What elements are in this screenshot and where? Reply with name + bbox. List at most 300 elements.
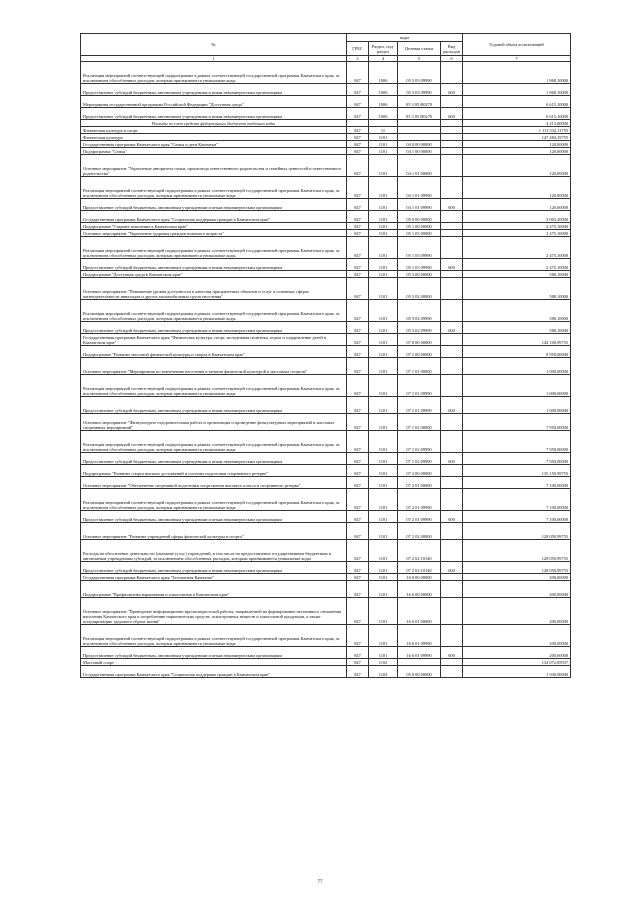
row-target: 05 3 05 R0270 — [398, 96, 441, 108]
row-target: 07 1 02 09990 — [398, 431, 441, 453]
row-name: Предоставление субсидий бюджетным, автономным учреждениям и иным некоммерческим организациям — [81, 84, 347, 96]
budget-table — [80, 33, 571, 678]
row-name: Основное мероприятие "Проведение информационно-пропагандистской работы, направленной на формирование негативного отношения населения Камчатского края к потреблению наркотических средств, психотропных веществ и алкогольной продукции, а также популяризацию здорового образа жизни" — [81, 598, 347, 625]
row-name: Предоставление субсидий бюджетным, автономным учреждениям и иным некоммерческим организациям — [81, 562, 347, 574]
row-section: 1101 — [369, 489, 398, 511]
row-grbs: 847 — [347, 237, 369, 259]
table-row — [81, 581, 571, 598]
header-num-5: 6 — [441, 56, 463, 62]
row-grbs: 847 — [347, 659, 369, 666]
row-section: 1101 — [369, 562, 398, 574]
row-section: 1101 — [369, 148, 398, 155]
table-row — [81, 574, 571, 581]
row-grbs: 847 — [347, 465, 369, 477]
row-target: 05 1 03 09990 — [398, 259, 441, 271]
table-body — [81, 62, 571, 678]
table-row — [81, 230, 571, 237]
row-section: 1101 — [369, 177, 398, 199]
row-name: Основное мероприятие "Мероприятия по вовлечению населения в занятия физической культурой и массовым спортом" — [81, 358, 347, 375]
row-type: 600 — [441, 562, 463, 574]
header-section: Раздел, под-раздел — [369, 42, 398, 56]
row-type — [441, 489, 463, 511]
row-amount: 128 050,99755 — [463, 523, 571, 540]
row-name: Основное мероприятие "Укрепление авторитета семьи, пропаганда ответственного родительства и семейных ценностей и ответственного родительства" — [81, 155, 347, 177]
row-target: 16 0 00 00000 — [398, 574, 441, 581]
row-target: 07 2 01 09990 — [398, 511, 441, 523]
row-type — [441, 177, 463, 199]
row-amount: 588,10000 — [463, 271, 571, 278]
row-target: 05 3 00 00000 — [398, 271, 441, 278]
row-amount: 120,00000 — [463, 199, 571, 211]
row-type: 600 — [441, 259, 463, 271]
row-section: 1101 — [369, 574, 398, 581]
row-grbs: 847 — [347, 334, 369, 346]
row-target — [398, 120, 441, 127]
row-amount: 1 000,00000 — [463, 397, 571, 414]
row-amount: 120,00000 — [463, 148, 571, 155]
row-section: 1101 — [369, 453, 398, 465]
table-row — [81, 414, 571, 431]
row-type — [441, 574, 463, 581]
row-target: 07 2 00 00000 — [398, 465, 441, 477]
table-row — [81, 358, 571, 375]
row-grbs: 847 — [347, 223, 369, 230]
row-grbs: 847 — [347, 453, 369, 465]
row-name: Мероприятия государственной программы Российской Федерации "Доступная среда" — [81, 96, 347, 108]
row-type — [441, 211, 463, 223]
row-section: 1101 — [369, 625, 398, 647]
row-name: Подпрограмма "Профилактика наркомании и алкоголизма в Камчатском крае" — [81, 581, 347, 598]
row-name: Реализация мероприятий соответствующей подпрограммы в рамках соответствующей государственной программы Камчатского края, за исключением обособленных расходов, которым присваиваются уникальные коды — [81, 625, 347, 647]
row-name: Реализация мероприятий соответствующей подпрограммы в рамках соответствующей государственной программы Камчатского края, за исключением обособленных расходов, которым присваиваются уникальные коды — [81, 375, 347, 397]
row-amount: 144 100,99755 — [463, 334, 571, 346]
row-grbs: 847 — [347, 127, 369, 134]
row-amount: 2 475,10000 — [463, 223, 571, 230]
row-target: 07 1 00 00000 — [398, 346, 441, 358]
row-section: 1101 — [369, 223, 398, 230]
row-amount: 588,10000 — [463, 278, 571, 300]
row-grbs: 847 — [347, 647, 369, 659]
row-amount: 588,10000 — [463, 300, 571, 322]
row-amount: 1 113 532,11755 — [463, 127, 571, 134]
row-amount: 1 000,00000 — [463, 358, 571, 375]
table-row — [81, 278, 571, 300]
header-type: Вид расходов — [441, 42, 463, 56]
row-grbs — [347, 120, 369, 127]
row-target — [398, 659, 441, 666]
row-type — [441, 300, 463, 322]
row-target: 16 6 01 09990 — [398, 625, 441, 647]
row-amount: 2 475,10000 — [463, 259, 571, 271]
table-row — [81, 453, 571, 465]
row-target: 07 2 02 10140 — [398, 562, 441, 574]
row-name: Предоставление субсидий бюджетным, автономным учреждениям и иным некоммерческим организациям — [81, 322, 347, 334]
row-section: 1101 — [369, 465, 398, 477]
row-grbs: 847 — [347, 414, 369, 431]
table-row — [81, 562, 571, 574]
row-type — [441, 148, 463, 155]
header-amount: Годовой объем ассигнований — [463, 34, 571, 56]
row-name: Реализация мероприятий соответствующей подпрограммы в рамках соответствующей государственной программы Камчатского края, за исключением обособленных расходов, которым присваиваются уникальные коды — [81, 489, 347, 511]
table-row — [81, 397, 571, 414]
row-type — [441, 358, 463, 375]
row-name: Основное мероприятие "Физкультурно-оздоровительная работа и организация и проведение физкультурных мероприятий и массовых спортивных мероприятий" — [81, 414, 347, 431]
row-amount: 1 868,10000 — [463, 84, 571, 96]
row-name: Основное мероприятие "Обеспечение спортивной подготовки спортсменов высокого класса и спортивного резерва" — [81, 477, 347, 489]
row-section: 1101 — [369, 134, 398, 141]
header-num-2: 3 — [347, 56, 369, 62]
row-section: 1101 — [369, 431, 398, 453]
row-type — [441, 230, 463, 237]
table-row — [81, 540, 571, 562]
row-section: 1101 — [369, 414, 398, 431]
row-section: 1006 — [369, 108, 398, 120]
row-amount: 6 615,10000 — [463, 108, 571, 120]
row-grbs: 847 — [347, 540, 369, 562]
row-type — [441, 523, 463, 540]
table-row — [81, 134, 571, 141]
row-grbs: 847 — [347, 84, 369, 96]
header-target: Целевая статья — [398, 42, 441, 56]
table-row — [81, 375, 571, 397]
row-name: Расходы за счет средств федерального бюджета отдельно коды — [81, 120, 347, 127]
row-section: 11 — [369, 127, 398, 134]
row-amount: 2 475,10000 — [463, 230, 571, 237]
row-name: Государственная программа Камчатского края "Физическая культура, спорт, молодежная политика, отдых и оздоровление детей в Камчатском крае" — [81, 334, 347, 346]
row-name: Предоставление субсидий бюджетным, автономным учреждениям и иным некоммерческим организациям — [81, 397, 347, 414]
row-amount: 7 100,00000 — [463, 511, 571, 523]
row-section: 1101 — [369, 397, 398, 414]
row-grbs: 847 — [347, 300, 369, 322]
row-name: Реализация мероприятий соответствующей подпрограммы в рамках соответствующей государственной программы Камчатского края, за исключением обособленных расходов, которым присваиваются уникальные коды — [81, 177, 347, 199]
row-target — [398, 127, 441, 134]
row-section: 1006 — [369, 84, 398, 96]
row-section: 1101 — [369, 237, 398, 259]
row-target: 07 2 02 10140 — [398, 540, 441, 562]
row-grbs: 847 — [347, 375, 369, 397]
row-target: 05 1 03 00000 — [398, 230, 441, 237]
row-type — [441, 141, 463, 148]
row-type — [441, 120, 463, 127]
row-grbs: 847 — [347, 562, 369, 574]
row-amount: 128 050,99755 — [463, 540, 571, 562]
row-amount: 120,00000 — [463, 141, 571, 148]
row-target: 04 1 01 00000 — [398, 155, 441, 177]
row-name: Массовый спорт — [81, 659, 347, 666]
header-num-6: 7 — [463, 56, 571, 62]
row-type — [441, 465, 463, 477]
row-type — [441, 223, 463, 230]
row-name: Подпрограмма "Развитие массовой физической культуры и спорта в Камчатском крае" — [81, 346, 347, 358]
row-target: 05 3 05 R0270 — [398, 108, 441, 120]
row-section: 1006 — [369, 96, 398, 108]
row-amount: 7 950,00000 — [463, 431, 571, 453]
row-section: 1006 — [369, 62, 398, 84]
header-codes: коды — [347, 34, 463, 42]
table-row — [81, 431, 571, 453]
row-grbs: 847 — [347, 346, 369, 358]
table-row — [81, 211, 571, 223]
table-row — [81, 141, 571, 148]
row-section: 1101 — [369, 278, 398, 300]
table-row — [81, 108, 571, 120]
row-amount: 147 484,19755 — [463, 134, 571, 141]
row-name: Предоставление субсидий бюджетным, автономным учреждениям и иным некоммерческим организациям — [81, 647, 347, 659]
row-section: 1101 — [369, 598, 398, 625]
row-section: 1101 — [369, 230, 398, 237]
header-num-3: 4 — [369, 56, 398, 62]
table-row — [81, 259, 571, 271]
table-row — [81, 223, 571, 230]
row-name: Государственная программа Камчатского края "Социальная поддержка граждан в Камчатском крае" — [81, 211, 347, 223]
row-target: 05 3 02 09990 — [398, 322, 441, 334]
table-row — [81, 62, 571, 84]
table-row — [81, 148, 571, 155]
row-section: 1101 — [369, 271, 398, 278]
row-name: Государственная программа Камчатского края "Социальная поддержка граждан в Камчатском крае" — [81, 666, 347, 678]
row-name: Предоставление субсидий бюджетным, автономным учреждениям и иным некоммерческим организациям — [81, 259, 347, 271]
table-row — [81, 322, 571, 334]
table-row — [81, 300, 571, 322]
table-row — [81, 659, 571, 666]
row-type: 600 — [441, 84, 463, 96]
row-type — [441, 625, 463, 647]
row-section: 1101 — [369, 358, 398, 375]
row-target: 07 2 01 00000 — [398, 477, 441, 489]
row-grbs: 847 — [347, 431, 369, 453]
row-target: 04 1 01 09990 — [398, 177, 441, 199]
table-row — [81, 199, 571, 211]
row-section: 1101 — [369, 199, 398, 211]
row-name: Предоставление субсидий бюджетным, автономным учреждениям и иным некоммерческим организациям — [81, 199, 347, 211]
row-section: 1101 — [369, 511, 398, 523]
row-section: 1101 — [369, 581, 398, 598]
header-num-4: 5 — [398, 56, 441, 62]
table-row — [81, 523, 571, 540]
row-type — [441, 62, 463, 84]
table-row — [81, 647, 571, 659]
row-amount: 1 930,00000 — [463, 666, 571, 678]
row-section: 1101 — [369, 647, 398, 659]
row-grbs: 847 — [347, 134, 369, 141]
table-row — [81, 84, 571, 96]
row-grbs: 847 — [347, 259, 369, 271]
row-target: 07 1 02 00000 — [398, 414, 441, 431]
row-name: Реализация мероприятий соответствующей подпрограммы в рамках соответствующей государственной программы Камчатского края, за исключением обособленных расходов, которым присваиваются уникальные коды — [81, 431, 347, 453]
header-grbs: ГРБС — [347, 42, 369, 56]
row-target: 07 1 02 09990 — [398, 453, 441, 465]
row-amount: 200,00000 — [463, 647, 571, 659]
row-name: Физическая культура — [81, 134, 347, 141]
row-target — [398, 134, 441, 141]
table-row — [81, 120, 571, 127]
row-grbs: 847 — [347, 598, 369, 625]
row-target: 16 6 01 00000 — [398, 598, 441, 625]
table-row — [81, 625, 571, 647]
row-target: 07 1 01 09990 — [398, 375, 441, 397]
row-target: 05 0 00 00000 — [398, 211, 441, 223]
row-target: 05 3 03 09990 — [398, 62, 441, 84]
row-amount: 8 950,00000 — [463, 346, 571, 358]
row-grbs: 847 — [347, 523, 369, 540]
table-row — [81, 127, 571, 134]
row-amount: 135 150,99755 — [463, 465, 571, 477]
table-row — [81, 177, 571, 199]
row-section: 1101 — [369, 300, 398, 322]
row-amount: 1 000,00000 — [463, 375, 571, 397]
header-number: № — [81, 34, 347, 56]
table-row — [81, 155, 571, 177]
row-type: 600 — [441, 647, 463, 659]
row-name: Подпрограмма "Доступная среда в Камчатском крае" — [81, 271, 347, 278]
row-type: 600 — [441, 511, 463, 523]
row-target: 05 3 02 09990 — [398, 300, 441, 322]
row-amount: 6 615,10000 — [463, 96, 571, 108]
row-section: 1101 — [369, 322, 398, 334]
row-name: Реализация мероприятий соответствующей подпрограммы в рамках соответствующей государственной программы Камчатского края, за исключением обособленных расходов, которым присваиваются уникальные коды — [81, 300, 347, 322]
row-section: 1101 — [369, 375, 398, 397]
row-type: 600 — [441, 397, 463, 414]
row-name: Предоставление субсидий бюджетным, автономным учреждениям и иным некоммерческим организациям — [81, 453, 347, 465]
row-section: 1102 — [369, 666, 398, 678]
row-amount: 7 950,00000 — [463, 414, 571, 431]
row-target: 16 6 00 00000 — [398, 581, 441, 598]
row-grbs: 847 — [347, 322, 369, 334]
row-name: Основное мероприятие "Повышение уровня доступности и качества приоритетных объектов и услуг в основных сферах жизнедеятельности инвалидов и других маломобильных групп населения" — [81, 278, 347, 300]
row-grbs: 847 — [347, 511, 369, 523]
table-row — [81, 465, 571, 477]
row-amount: 200,00000 — [463, 625, 571, 647]
row-type — [441, 540, 463, 562]
row-grbs: 847 — [347, 489, 369, 511]
row-amount: 200,00000 — [463, 598, 571, 625]
row-target: 07 1 01 09990 — [398, 397, 441, 414]
row-section: 1101 — [369, 155, 398, 177]
row-target: 05 3 02 00000 — [398, 278, 441, 300]
table-row — [81, 477, 571, 489]
row-amount: 588,10000 — [463, 322, 571, 334]
row-grbs: 847 — [347, 574, 369, 581]
row-grbs: 847 — [347, 177, 369, 199]
row-name: Основное мероприятие "Укрепление здоровья граждан пожилого возраста" — [81, 230, 347, 237]
row-type — [441, 237, 463, 259]
row-name: Государственная программа Камчатского края "Безопасная Камчатка" — [81, 574, 347, 581]
row-grbs: 847 — [347, 666, 369, 678]
table-row — [81, 598, 571, 625]
row-section: 1101 — [369, 211, 398, 223]
row-amount: 128 050,99755 — [463, 562, 571, 574]
row-type: 600 — [441, 199, 463, 211]
row-target: 16 6 01 09990 — [398, 647, 441, 659]
row-type — [441, 134, 463, 141]
row-amount: 3 063,20000 — [463, 211, 571, 223]
row-amount: 4 213,00000 — [463, 120, 571, 127]
row-grbs: 847 — [347, 581, 369, 598]
row-amount: 200,00000 — [463, 581, 571, 598]
row-amount: 2 475,10000 — [463, 237, 571, 259]
row-section: 1101 — [369, 477, 398, 489]
row-section: 1101 — [369, 259, 398, 271]
table-row — [81, 489, 571, 511]
row-section: 1101 — [369, 346, 398, 358]
row-grbs: 847 — [347, 155, 369, 177]
row-type — [441, 659, 463, 666]
table-row — [81, 511, 571, 523]
row-grbs: 847 — [347, 625, 369, 647]
row-section: 1101 — [369, 141, 398, 148]
row-section: 1101 — [369, 523, 398, 540]
row-amount: 7 100,00000 — [463, 477, 571, 489]
budget-sheet — [80, 33, 570, 678]
row-type — [441, 334, 463, 346]
row-name: Расходы на обеспечение деятельности (оказание услуг) учреждений, в том числе на предоставление государственным бюджетным и автономным учреждениям субсидий, за исключением обособленных расходов, которым присваиваются уникальные коды — [81, 540, 347, 562]
row-target: 05 0 00 00000 — [398, 666, 441, 678]
row-type — [441, 96, 463, 108]
row-section — [369, 120, 398, 127]
table-row — [81, 237, 571, 259]
header-num-1: 1 — [81, 56, 347, 62]
row-amount: 200,00000 — [463, 574, 571, 581]
row-grbs: 847 — [347, 199, 369, 211]
row-section: 1102 — [369, 659, 398, 666]
row-type — [441, 414, 463, 431]
row-type — [441, 477, 463, 489]
table-row — [81, 96, 571, 108]
row-name: Государственная программа Камчатского края "Семья и дети Камчатки" — [81, 141, 347, 148]
row-target: 04 1 01 09990 — [398, 199, 441, 211]
row-name: Основное мероприятие "Развитие учреждений сферы физической культуры и спорта" — [81, 523, 347, 540]
row-name: Подпрограмма "Развитие спорта высших достижений и системы подготовки спортивного резерва" — [81, 465, 347, 477]
row-target: 05 1 00 00000 — [398, 223, 441, 230]
row-type — [441, 431, 463, 453]
row-type — [441, 127, 463, 134]
row-grbs: 847 — [347, 211, 369, 223]
row-type: 600 — [441, 453, 463, 465]
row-amount: 7 100,00000 — [463, 489, 571, 511]
row-target: 04 1 00 00000 — [398, 148, 441, 155]
row-amount: 120,00000 — [463, 177, 571, 199]
row-type — [441, 375, 463, 397]
row-target: 05 1 03 09990 — [398, 237, 441, 259]
row-grbs: 847 — [347, 230, 369, 237]
row-target: 07 0 00 00000 — [398, 334, 441, 346]
row-grbs: 847 — [347, 477, 369, 489]
row-type — [441, 346, 463, 358]
row-grbs: 847 — [347, 141, 369, 148]
row-type: 600 — [441, 108, 463, 120]
row-type — [441, 581, 463, 598]
row-name: Предоставление субсидий бюджетным, автономным учреждениям и иным некоммерческим организациям — [81, 108, 347, 120]
row-name: Физическая культура и спорт — [81, 127, 347, 134]
row-type — [441, 278, 463, 300]
row-grbs: 847 — [347, 108, 369, 120]
row-grbs: 847 — [347, 148, 369, 155]
table-row — [81, 666, 571, 678]
row-amount: 7 950,00000 — [463, 453, 571, 465]
row-name: Предоставление субсидий бюджетным, автономным учреждениям и иным некоммерческим организациям — [81, 511, 347, 523]
row-grbs: 847 — [347, 278, 369, 300]
row-type: 600 — [441, 322, 463, 334]
row-grbs: 847 — [347, 271, 369, 278]
row-grbs: 847 — [347, 62, 369, 84]
row-name: Реализация мероприятий соответствующей подпрограммы в рамках соответствующей государственной программы Камчатского края, за исключением обособленных расходов, которым присваиваются уникальные коды — [81, 237, 347, 259]
row-amount: 120,00000 — [463, 155, 571, 177]
row-type — [441, 155, 463, 177]
table-row — [81, 334, 571, 346]
row-grbs: 847 — [347, 96, 369, 108]
row-target: 07 2 01 09990 — [398, 489, 441, 511]
table-row — [81, 346, 571, 358]
